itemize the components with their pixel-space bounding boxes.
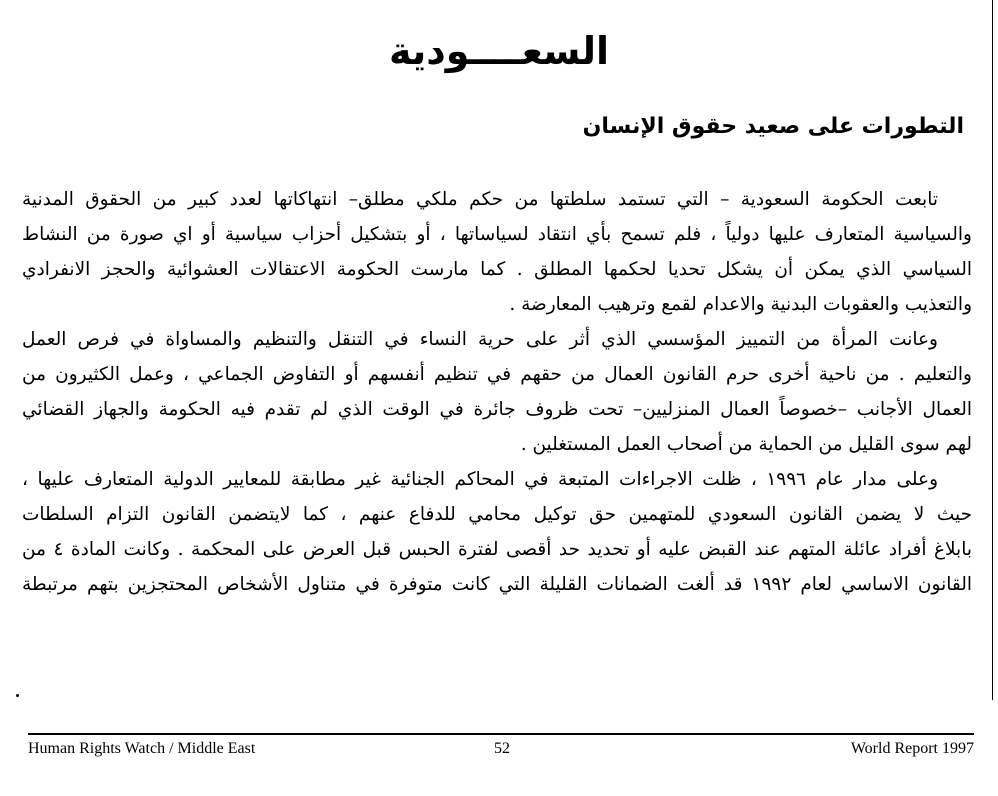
text-line: القانون الاساسي لعام ١٩٩٢ قد ألغت الضمانات القليلة التي كانت متوفرة في متناول الأشخاص المحتجزين بتهم مرتبطة [22,574,972,595]
text-line: بابلاغ أفراد عائلة المتهم عند القبض عليه أو تحديد حد أقصى لفترة الحبس قبل العرض على المحكمة . وكانت المادة ٤ من [22,539,972,560]
paragraph-2 [22,322,972,462]
page-title: السعــــودية [388,29,609,74]
page-footer [28,740,974,762]
text-line: وعلى مدار عام ١٩٩٦ ، ظلت الاجراءات المتبعة في المحاكم الجنائية غير مطابقة للمعايير الدولية المتعارف عليها ، [22,469,938,490]
section-heading: التطورات على صعيد حقوق الإنسان [582,114,964,140]
text-line: تابعت الحكومة السعودية – التي تستمد سلطتها من حكم ملكي مطلق– انتهاكاتها لعدد كبير من الحقوق المدنية [22,189,938,210]
text-line: والتعذيب والعقوبات البدنية والاعدام لقمع وترهيب المعارضة . [509,294,972,315]
text-line: السياسي الذي يمكن أن يشكل تحديا لحكمها المطلق . كما مارست الحكومة الاعتقالات العشوائية والحجز الانفرادي [22,259,972,280]
article-body [22,182,972,602]
footer-rule [28,733,974,735]
text-line: والتعليم . من ناحية أخرى حرم القانون العمال من حقهم في تنظيم أنفسهم أو التفاوض الجماعي ، وعمل الكثيرون من [22,364,972,385]
text-line: حيث لا يضمن القانون السعودي للمتهمين حق توكيل محامي للدفاع عنهم ، كما لايتضمن القانون التزام السلطات [22,504,972,525]
footer-page-number: 52 [494,740,510,757]
scan-speck [16,694,19,697]
paragraph-1 [22,182,972,322]
paragraph-3 [22,462,972,602]
text-line: العمال الأجانب –خصوصاً العمال المنزليين– تحت ظروف جائرة في الوقت الذي لم تقدم فيه الحكومة والجهاز القضائي [22,399,972,420]
text-line: والسياسية المتعارف عليها دولياً ، فلم تسمح بأي انتقاد لسياساتها ، أو بتشكيل أحزاب سياسية أو اي صورة من النشاط [22,224,972,245]
text-line: لهم سوى القليل من الحماية من أصحاب العمل المستغلين . [520,434,972,455]
text-line: وعانت المرأة من التمييز المؤسسي الذي أثر على حرية النساء في التنقل والتنظيم والمساواة في فرص العمل [22,329,938,350]
footer-publisher: Human Rights Watch / Middle East [28,740,256,757]
footer-report-title: World Report 1997 [850,740,974,757]
page-edge-line [992,0,993,700]
